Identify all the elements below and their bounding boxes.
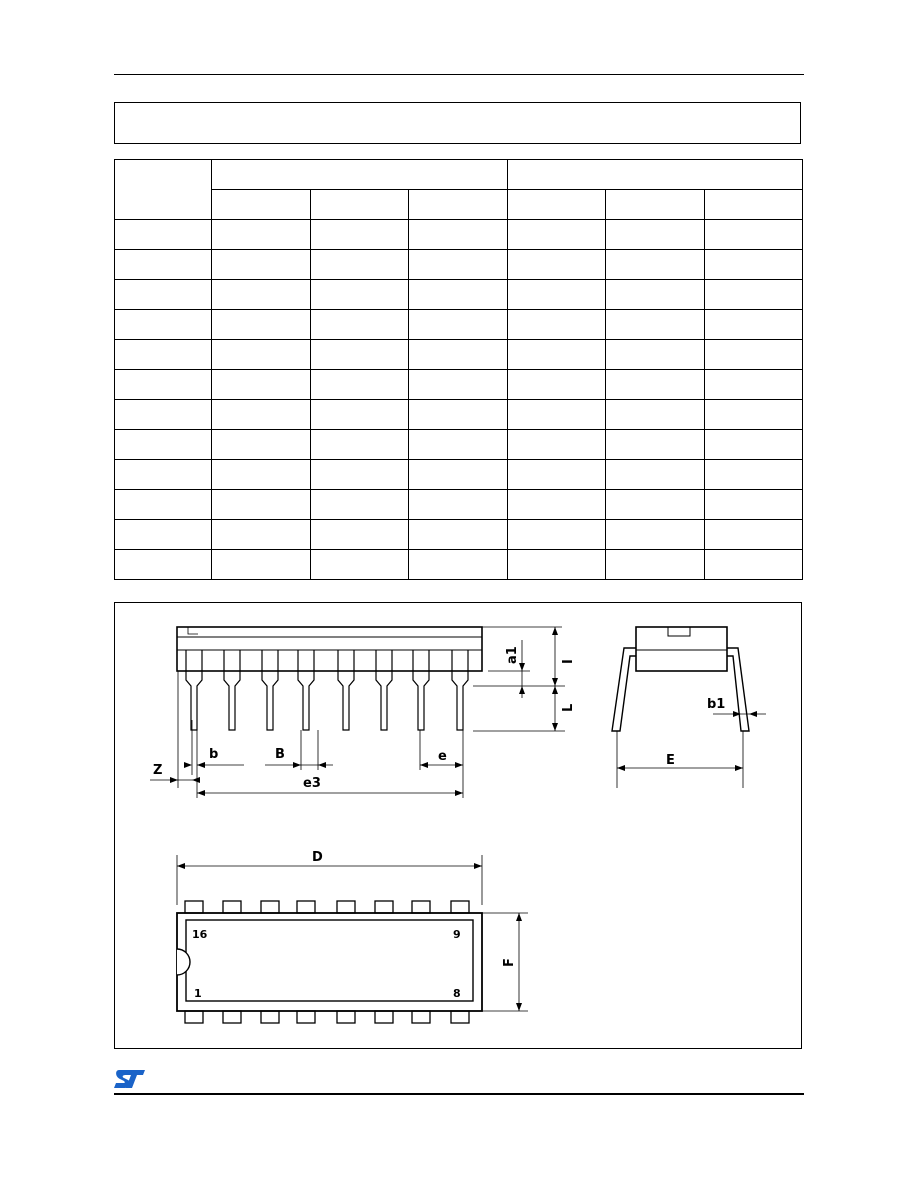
top-pin bbox=[337, 901, 355, 913]
pin-label-16: 16 bbox=[192, 928, 208, 941]
front-body bbox=[177, 627, 482, 671]
label-L: L bbox=[561, 703, 576, 712]
label-I: I bbox=[561, 659, 576, 664]
front-view bbox=[150, 627, 565, 798]
top-pin bbox=[297, 901, 315, 913]
front-pins bbox=[186, 650, 468, 730]
top-pin bbox=[412, 1011, 430, 1023]
top-pin bbox=[185, 901, 203, 913]
top-pin bbox=[261, 1011, 279, 1023]
top-pin bbox=[297, 1011, 315, 1023]
label-D: D bbox=[312, 850, 323, 865]
pin-label-8: 8 bbox=[453, 987, 461, 1000]
front-pin bbox=[224, 650, 240, 730]
front-pin bbox=[376, 650, 392, 730]
top-pin bbox=[337, 1011, 355, 1023]
st-logo-icon bbox=[113, 1068, 147, 1090]
label-E: E bbox=[666, 753, 675, 768]
top-pin bbox=[412, 901, 430, 913]
label-e3: e3 bbox=[303, 776, 321, 791]
label-b: b bbox=[209, 747, 219, 762]
side-view bbox=[612, 627, 766, 788]
top-pin bbox=[375, 1011, 393, 1023]
front-pin bbox=[262, 650, 278, 730]
footer-rule bbox=[114, 1093, 804, 1095]
top-pin bbox=[223, 1011, 241, 1023]
top-pin bbox=[223, 901, 241, 913]
top-pins bbox=[185, 901, 469, 1023]
side-body bbox=[636, 627, 727, 671]
top-pin bbox=[261, 901, 279, 913]
top-pin bbox=[451, 901, 469, 913]
front-pin bbox=[186, 650, 202, 730]
front-pin bbox=[338, 650, 354, 730]
label-B: B bbox=[275, 747, 285, 762]
label-Z: Z bbox=[153, 763, 163, 778]
pin-label-1: 1 bbox=[194, 987, 202, 1000]
label-a1: a1 bbox=[505, 646, 520, 664]
top-pin bbox=[375, 901, 393, 913]
front-pin bbox=[413, 650, 429, 730]
top-pin bbox=[185, 1011, 203, 1023]
label-e: e bbox=[438, 749, 447, 764]
top-pin bbox=[451, 1011, 469, 1023]
label-b1: b1 bbox=[707, 697, 726, 712]
top-view bbox=[177, 855, 528, 1023]
top-body bbox=[177, 913, 482, 1011]
pin-label-9: 9 bbox=[453, 928, 461, 941]
front-pin bbox=[452, 650, 468, 730]
label-F: F bbox=[502, 958, 517, 967]
front-pin bbox=[298, 650, 314, 730]
